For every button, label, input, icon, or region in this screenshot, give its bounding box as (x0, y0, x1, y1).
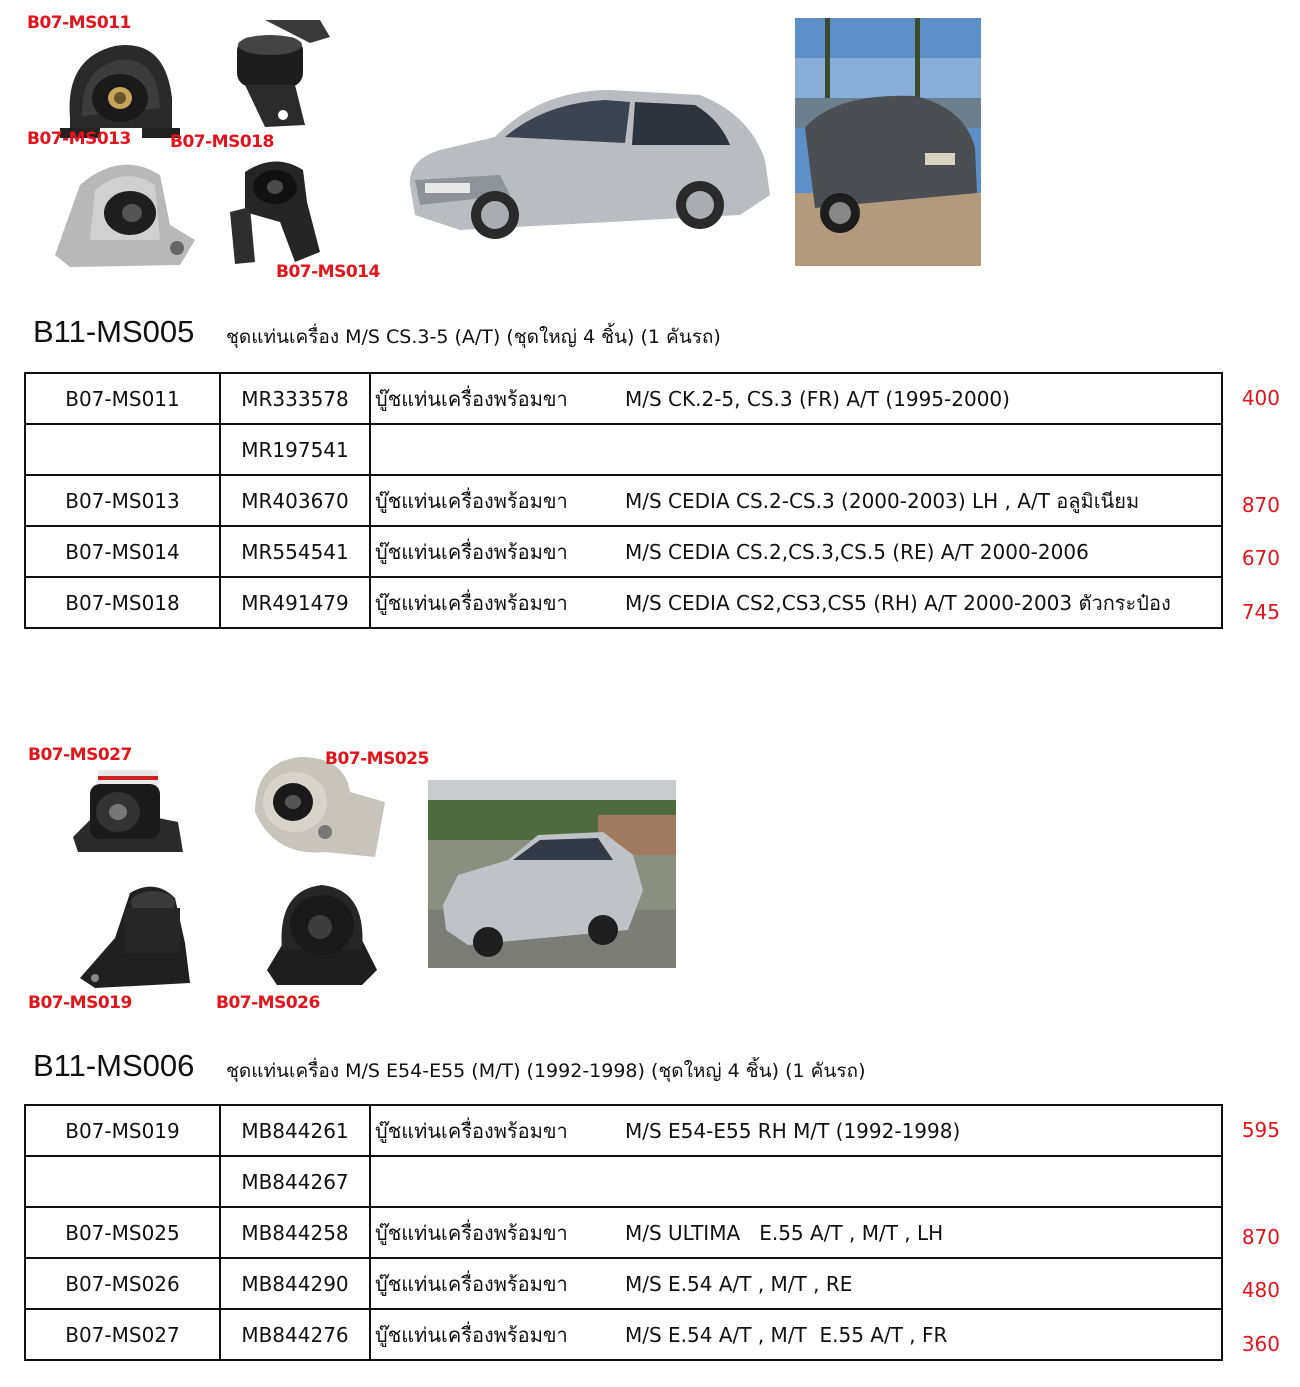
part-label: B07-MS026 (216, 993, 320, 1013)
vehicle-model: M/S E.54 A/T , M/T , RE (625, 1271, 853, 1296)
table-row (25, 1105, 1222, 1156)
part-description: บู๊ชแท่นเครื่องพร้อมขา (375, 1118, 568, 1143)
table-row (25, 1258, 1222, 1309)
vehicle-model: M/S CEDIA CS2,CS3,CS5 (RH) A/T 2000-2003 ตัวกระป๋อง (625, 590, 1171, 615)
oem-number: MR333578 (220, 373, 370, 424)
oem-number: MB844261 (220, 1105, 370, 1156)
part-description: บู๊ชแท่นเครื่องพร้อมขา (375, 1271, 568, 1296)
vehicle-model: M/S ULTIMA E.55 A/T , M/T , LH (625, 1220, 944, 1245)
part-label: B07-MS027 (28, 745, 132, 765)
table-row (25, 424, 1222, 475)
engine-mount-image-ms018 (225, 15, 335, 133)
table-row (25, 475, 1222, 526)
part-code: B07-MS027 (25, 1309, 220, 1360)
price: 670 (1241, 546, 1280, 570)
oem-number: MB844267 (220, 1156, 370, 1207)
price: 745 (1241, 600, 1280, 624)
price: 870 (1241, 1225, 1280, 1249)
part-description: บู๊ชแท่นเครื่องพร้อมขา (375, 488, 568, 513)
part-description: บู๊ชแท่นเครื่องพร้อมขา (375, 590, 568, 615)
car-photo-rear-view (795, 18, 981, 266)
part-label: B07-MS013 (27, 129, 131, 149)
price: 595 (1241, 1118, 1280, 1142)
kit-code: B11-MS006 (33, 1048, 195, 1083)
table-row (25, 1207, 1222, 1258)
part-label: B07-MS019 (28, 993, 132, 1013)
table-row (25, 373, 1222, 424)
part-code: B07-MS014 (25, 526, 220, 577)
part-description: บู๊ชแท่นเครื่องพร้อมขา (375, 386, 568, 411)
engine-mount-image-ms014 (225, 152, 335, 270)
oem-number: MR491479 (220, 577, 370, 628)
part-code (25, 1156, 220, 1207)
vehicle-model: M/S CEDIA CS.2,CS.3,CS.5 (RE) A/T 2000-2006 (625, 539, 1089, 564)
part-description: บู๊ชแท่นเครื่องพร้อมขา (375, 1322, 568, 1347)
part-description: บู๊ชแท่นเครื่องพร้อมขา (375, 1220, 568, 1245)
oem-number: MB844290 (220, 1258, 370, 1309)
oem-number: MB844276 (220, 1309, 370, 1360)
kit-code: B11-MS005 (33, 314, 195, 349)
part-label: B07-MS025 (325, 749, 429, 769)
oem-number: MB844258 (220, 1207, 370, 1258)
price: 870 (1241, 493, 1280, 517)
parts-table (24, 372, 1223, 629)
engine-mount-image-ms019 (75, 868, 195, 993)
oem-number: MR554541 (220, 526, 370, 577)
parts-table (24, 1104, 1223, 1361)
part-code: B07-MS019 (25, 1105, 220, 1156)
table-row (25, 526, 1222, 577)
kit-description: ชุดแท่นเครื่อง M/S E54-E55 (M/T) (1992-1998) (ชุดใหญ่ 4 ชิ้น) (1 คันรถ) (226, 1060, 866, 1082)
part-code: B07-MS013 (25, 475, 220, 526)
engine-mount-image-ms026 (262, 880, 382, 992)
part-label: B07-MS014 (276, 262, 380, 282)
vehicle-model: M/S CEDIA CS.2-CS.3 (2000-2003) LH , A/T อลูมิเนียม (625, 488, 1140, 513)
vehicle-model: M/S E.54 A/T , M/T E.55 A/T , FR (625, 1322, 948, 1347)
table-row (25, 577, 1222, 628)
oem-number: MR403670 (220, 475, 370, 526)
part-label: B07-MS018 (170, 132, 274, 152)
price: 400 (1241, 386, 1280, 410)
part-code: B07-MS025 (25, 1207, 220, 1258)
vehicle-model: M/S CK.2-5, CS.3 (FR) A/T (1995-2000) (625, 386, 1010, 411)
kit-description: ชุดแท่นเครื่อง M/S CS.3-5 (A/T) (ชุดใหญ่ 4 ชิ้น) (1 คันรถ) (226, 326, 721, 348)
part-code: B07-MS018 (25, 577, 220, 628)
price: 480 (1241, 1278, 1280, 1302)
car-photo-lancer-cedia (400, 65, 780, 245)
part-description: บู๊ชแท่นเครื่องพร้อมขา (375, 539, 568, 564)
engine-mount-image-ms027 (68, 762, 188, 862)
table-row (25, 1156, 1222, 1207)
table-row (25, 1309, 1222, 1360)
part-code: B07-MS026 (25, 1258, 220, 1309)
engine-mount-image-ms013 (50, 145, 200, 270)
vehicle-model: M/S E54-E55 RH M/T (1992-1998) (625, 1118, 961, 1143)
part-code: B07-MS011 (25, 373, 220, 424)
part-code (25, 424, 220, 475)
price: 360 (1241, 1332, 1280, 1356)
oem-number: MR197541 (220, 424, 370, 475)
car-photo-galant-e54 (428, 780, 676, 968)
part-label: B07-MS011 (27, 13, 131, 33)
